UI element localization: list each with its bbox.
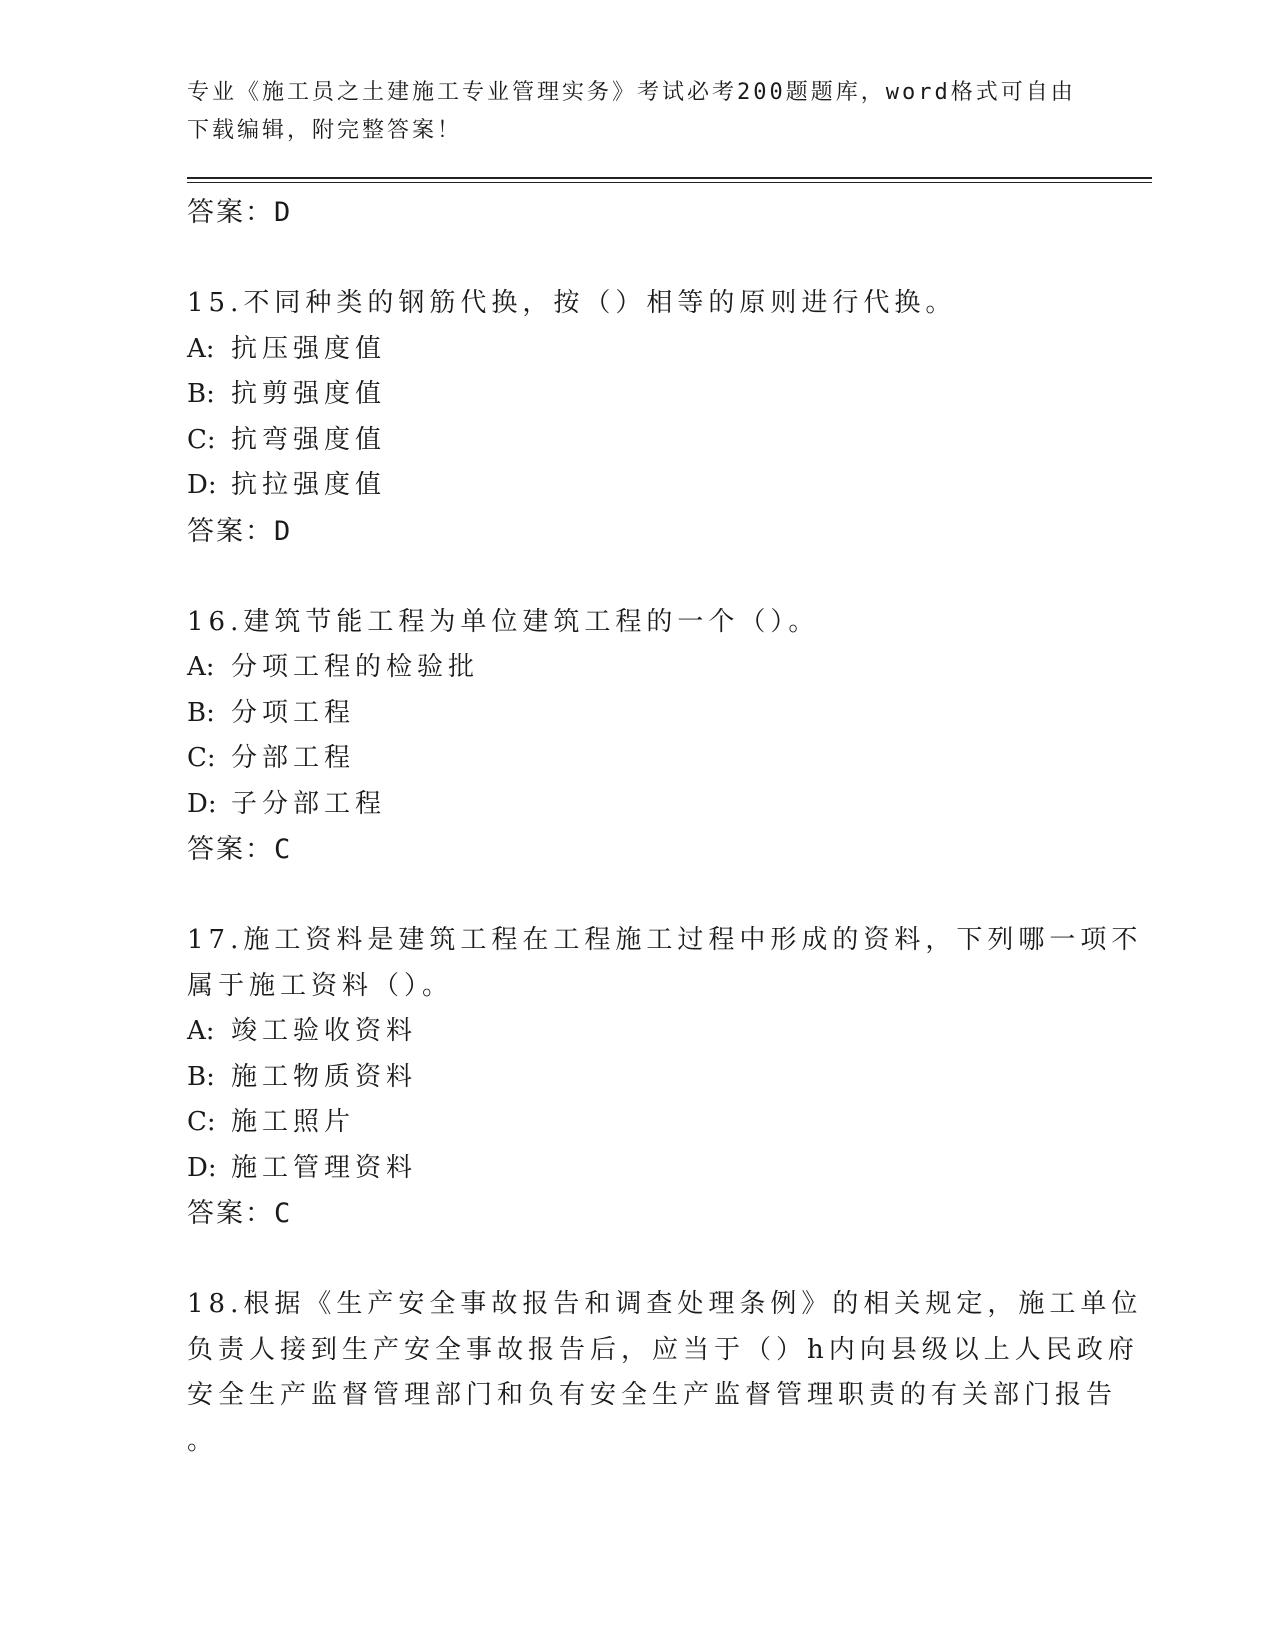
header-line-1: 专业《施工员之土建施工专业管理实务》考试必考200题题库，word格式可自由 xyxy=(187,80,1076,105)
option-letter: B: xyxy=(187,1061,215,1092)
option-c xyxy=(187,418,1087,464)
question-16 xyxy=(187,600,1087,873)
option-a xyxy=(187,645,1087,691)
answer-17: 答案：C xyxy=(187,1198,293,1229)
option-text: 施工照片 xyxy=(231,1107,356,1137)
option-text: 抗弯强度值 xyxy=(231,424,387,455)
question-line: 安全生产监督管理部门和负有安全生产监督管理职责的有关部门报告 xyxy=(187,1380,1118,1410)
option-letter: A: xyxy=(187,1016,215,1046)
answer-15: 答案：D xyxy=(187,515,293,547)
question-18 xyxy=(187,1282,1143,1464)
question-text xyxy=(187,600,1087,646)
option-a xyxy=(187,1009,1087,1055)
option-letter: D: xyxy=(187,1152,217,1183)
spacer xyxy=(187,872,1087,918)
option-text: 抗拉强度值 xyxy=(231,470,387,500)
option-letter: A: xyxy=(187,652,215,682)
option-text: 施工物质资料 xyxy=(231,1061,418,1092)
header-line-2: 下载编辑，附完整答案！ xyxy=(187,118,463,143)
spacer xyxy=(187,235,1087,281)
question-line: 负责人接到生产安全事故报告后，应当于（）h内向县级以上人民政府 xyxy=(187,1334,1139,1365)
option-text: 抗压强度值 xyxy=(231,333,387,364)
answer-16: 答案：C xyxy=(187,834,293,865)
spacer xyxy=(187,1236,1087,1282)
option-letter: C: xyxy=(187,424,216,455)
page-header xyxy=(187,74,1087,150)
question-17 xyxy=(187,918,1143,1236)
option-d xyxy=(187,782,1087,828)
option-text: 分项工程的检验批 xyxy=(231,652,480,682)
option-b xyxy=(187,372,1087,418)
option-letter: C: xyxy=(187,1107,216,1137)
option-text: 分项工程 xyxy=(231,697,356,728)
question-text xyxy=(187,281,1087,327)
option-text: 子分部工程 xyxy=(231,788,387,819)
question-line: 16.建筑节能工程为单位建筑工程的一个（）。 xyxy=(187,606,820,637)
question-15 xyxy=(187,281,1087,554)
question-list xyxy=(187,190,1143,1464)
option-letter: D: xyxy=(187,788,217,819)
option-letter: B: xyxy=(187,379,215,409)
option-letter: A: xyxy=(187,333,215,364)
question-line: 。 xyxy=(187,1425,219,1456)
option-text: 施工管理资料 xyxy=(231,1152,418,1183)
option-text: 抗剪强度值 xyxy=(231,379,387,409)
header-divider-thin xyxy=(187,182,1152,183)
option-b xyxy=(187,1055,1087,1101)
option-d xyxy=(187,463,1087,509)
option-c xyxy=(187,1100,1087,1146)
question-line: 17.施工资料是建筑工程在工程施工过程中形成的资料，下列哪一项不 xyxy=(187,925,1143,955)
question-line: 15.不同种类的钢筋代换，按（）相等的原则进行代换。 xyxy=(187,288,957,318)
option-b xyxy=(187,691,1087,737)
question-text xyxy=(187,1282,1143,1464)
question-text xyxy=(187,918,1143,1009)
answer-14: 答案：D xyxy=(187,197,293,228)
header-divider-thick xyxy=(187,177,1152,179)
question-line: 18.根据《生产安全事故报告和调查处理条例》的相关规定，施工单位 xyxy=(187,1289,1143,1319)
option-a xyxy=(187,327,1087,373)
option-text: 分部工程 xyxy=(231,743,356,773)
option-text: 竣工验收资料 xyxy=(231,1016,418,1046)
spacer xyxy=(187,554,1087,600)
option-letter: C: xyxy=(187,743,216,773)
question-line: 属于施工资料（）。 xyxy=(187,970,454,1001)
option-letter: D: xyxy=(187,470,217,500)
option-c xyxy=(187,736,1087,782)
option-letter: B: xyxy=(187,697,215,728)
option-d xyxy=(187,1146,1087,1192)
